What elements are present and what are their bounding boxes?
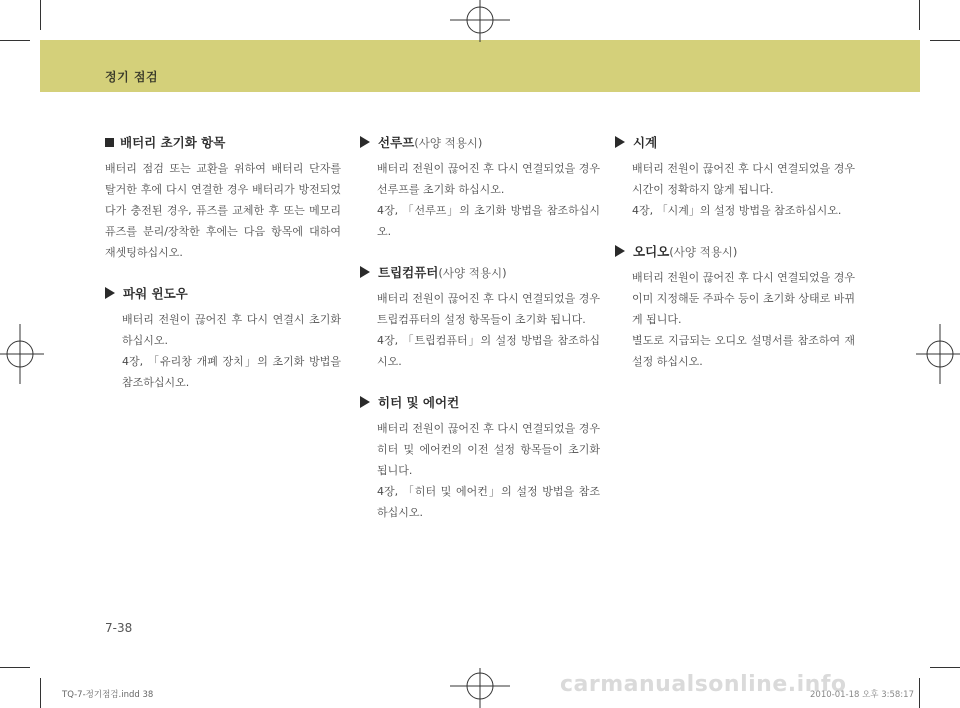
option-note: (사양 적용시) (414, 136, 483, 150)
registration-mark-left (0, 324, 44, 384)
triangle-bullet-icon (105, 287, 115, 299)
sunroof-text-1: 배터리 전원이 끊어진 후 다시 연결되었을 경우 선루프를 초기화 하십시오. (377, 162, 600, 196)
audio-text-2: 별도로 지급되는 오디오 설명서를 참조하여 재설정 하십시오. (632, 334, 855, 368)
footer-file-info: TQ-7-정기점검.indd 38 (62, 690, 154, 700)
audio-section (615, 242, 855, 372)
triangle-bullet-icon (360, 266, 370, 278)
registration-mark-top (450, 0, 510, 42)
power-window-text-1: 배터리 전원이 끊어진 후 다시 연결시 초기화하십시오. (122, 313, 341, 347)
audio-heading (615, 242, 855, 262)
sunroof-heading-text: 선루프 (378, 135, 415, 150)
audio-heading-text: 오디오 (633, 244, 670, 259)
crop-mark (40, 678, 41, 708)
audio-text-1: 배터리 전원이 끊어진 후 다시 연결되었을 경우 이미 지정해둔 주파수 등이 초기화 상태로 바뀌게 됩니다. (632, 271, 855, 326)
battery-reset-heading (105, 133, 341, 153)
option-note: (사양 적용시) (669, 245, 738, 259)
watermark: carmanualsonline.info (560, 672, 847, 697)
header-band (40, 40, 920, 92)
clock-heading (615, 133, 855, 153)
power-window-text-2: 4장, 「유리창 개폐 장치」의 초기화 방법을 참조하십시오. (122, 355, 341, 389)
section-title: 정기 점검 (105, 70, 159, 84)
crop-mark (930, 40, 960, 41)
trip-computer-text-2: 4장, 「트립컴퓨터」의 설정 방법을 참조하십시오. (377, 334, 600, 368)
battery-reset-heading-text: 배터리 초기화 항목 (120, 135, 226, 150)
column-2 (360, 133, 600, 544)
sunroof-heading (360, 133, 600, 153)
clock-heading-text: 시계 (633, 135, 658, 150)
crop-mark (930, 667, 960, 668)
trip-computer-text-1: 배터리 전원이 끊어진 후 다시 연결되었을 경우 트립컴퓨터의 설정 항목들이 초기화 됩니다. (377, 292, 600, 326)
option-note: (사양 적용시) (438, 266, 507, 280)
column-1 (105, 133, 341, 414)
page-number: 7-38 (105, 621, 133, 635)
crop-mark (0, 40, 30, 41)
trip-computer-heading (360, 263, 600, 283)
registration-mark-bottom (450, 668, 510, 708)
battery-reset-text: 배터리 점검 또는 교환을 위하여 배터리 단자를 탈거한 후에 다시 연결한 경우 배터리가 방전되었다가 충전된 경우, 퓨즈를 교체한 후 또는 메모리 퓨즈를 분리/장착한 후에는 다음 항목에 대하여 재셋팅하십시오. (105, 162, 341, 259)
crop-mark (919, 0, 920, 30)
crop-mark (919, 678, 920, 708)
footer-date-info: 2010-01-18 오후 3:58:17 (810, 690, 914, 700)
heater-ac-text-1: 배터리 전원이 끊어진 후 다시 연결되었을 경우 히터 및 에어컨의 이전 설정 항목들이 초기화 됩니다. (377, 422, 600, 477)
triangle-bullet-icon (360, 396, 370, 408)
heater-ac-heading-text: 히터 및 에어컨 (378, 395, 460, 410)
trip-computer-heading-text: 트립컴퓨터 (378, 265, 439, 280)
heater-ac-text-2: 4장, 「히터 및 에어컨」의 설정 방법을 참조하십시오. (377, 485, 600, 519)
heater-ac-heading (360, 393, 600, 413)
power-window-heading-text: 파워 윈도우 (123, 286, 188, 301)
sunroof-section (360, 133, 600, 242)
clock-text-2: 4장, 「시계」의 설정 방법을 참조하십시오. (632, 204, 842, 217)
registration-mark-right (916, 324, 960, 384)
power-window-section (105, 284, 341, 393)
column-3 (615, 133, 855, 393)
crop-mark (40, 0, 41, 30)
triangle-bullet-icon (615, 136, 625, 148)
power-window-heading (105, 284, 341, 304)
crop-mark (0, 667, 30, 668)
battery-reset-section (105, 133, 341, 263)
clock-section (615, 133, 855, 221)
clock-text-1: 배터리 전원이 끊어진 후 다시 연결되었을 경우 시간이 정확하지 않게 됩니다. (632, 162, 855, 196)
sunroof-text-2: 4장, 「선루프」의 초기화 방법을 참조하십시오. (377, 204, 600, 238)
triangle-bullet-icon (360, 136, 370, 148)
trip-computer-section (360, 263, 600, 372)
heater-ac-section (360, 393, 600, 523)
square-bullet-icon (105, 138, 114, 147)
triangle-bullet-icon (615, 245, 625, 257)
